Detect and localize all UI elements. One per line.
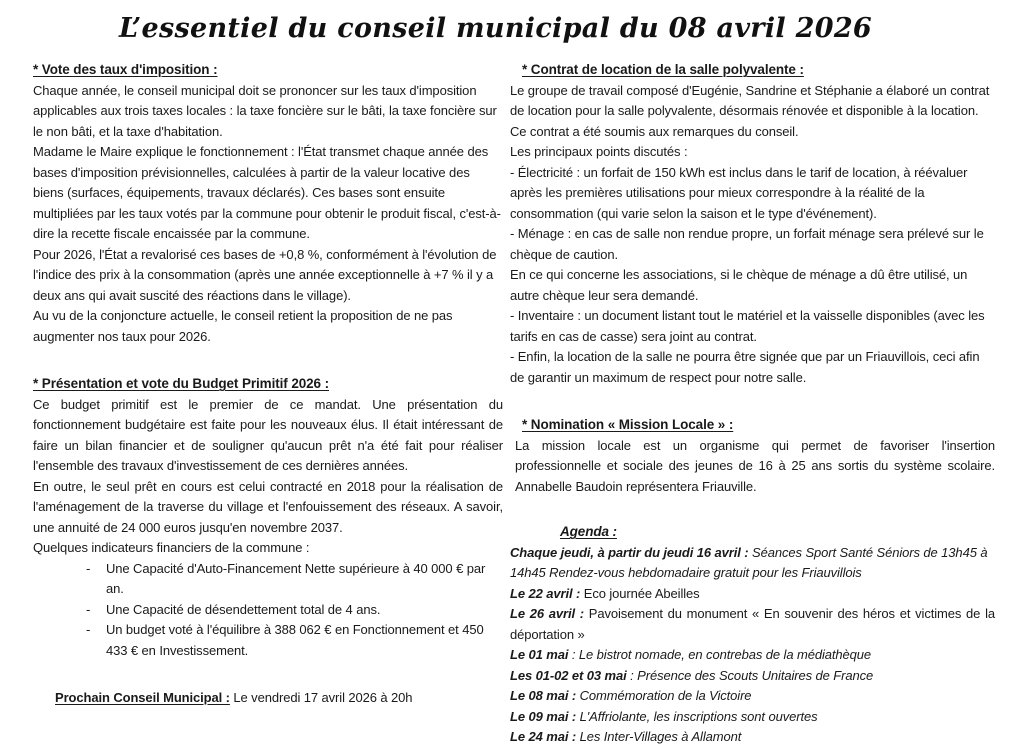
rental-point-associations: En ce qui concerne les associations, si le chèque de ménage a dû être utilisé, un autre chèque leur sera demandé. xyxy=(510,267,968,303)
list-item xyxy=(33,600,503,621)
budget-heading xyxy=(33,374,503,395)
rental-point-menage: - Ménage : en cas de salle non rendue propre, un forfait ménage sera prélevé sur le chèque de caution. xyxy=(510,226,984,262)
taxes-paragraph-2: Madame le Maire explique le fonctionnement : l'État transmet chaque année des bases d'imposition prévisionnelles, calculées à partir de la valeur locative des biens (surfaces, équipements, travaux déclarés). Ces bases sont ensuite multipliées par les taux votés par la commune pour obtenir le produit fiscal, c'est-à-dire la recette fiscale encaissée par la commune. xyxy=(33,144,501,241)
section-contrat-location xyxy=(510,60,995,388)
rental-paragraph-1: Le groupe de travail composé d'Eugénie, Sandrine et Stéphanie a élaboré un contrat de location pour la salle polyvalente, désormais rénovée et disponible à la location. Ce contrat a été soumis aux remarques du conseil. xyxy=(510,82,990,139)
budget-heading-text: * Présentation et vote du Budget Primitif 2026 : xyxy=(33,376,330,391)
left-column xyxy=(33,60,503,709)
two-column-layout xyxy=(33,60,998,748)
contrat-heading-text: * Contrat de location de la salle polyvalente : xyxy=(522,62,804,77)
agenda-item-text: Pavoisement du monument « En souvenir des héros et victimes de la déportation » xyxy=(510,606,995,642)
agenda-item-text: : Le bistrot nomade, en contrebas de la médiathèque xyxy=(568,647,872,662)
mission-heading-text: * Nomination « Mission Locale » : xyxy=(522,417,734,432)
list-item-text: Une Capacité d'Auto-Financement Nette supérieure à 40 000 € par an. xyxy=(106,560,486,596)
agenda-item-text: Les Inter-Villages à Allamont xyxy=(576,729,742,744)
agenda-item-date: Le 26 avril : xyxy=(510,606,585,621)
list-item xyxy=(33,559,503,600)
agenda-item xyxy=(510,584,995,605)
agenda-item xyxy=(510,645,995,666)
agenda-item xyxy=(510,727,995,748)
vote-taux-heading-text: * Vote des taux d'imposition : xyxy=(33,62,218,77)
agenda-item-text: Commémoration de la Victoire xyxy=(576,688,752,703)
section-budget xyxy=(33,374,503,661)
section-vote-taux xyxy=(33,60,503,347)
next-council-text: Le vendredi 17 avril 2026 à 20h xyxy=(229,690,413,705)
agenda-item-date: Le 08 mai : xyxy=(510,688,577,703)
agenda-item xyxy=(510,604,995,645)
bullet-dash: - xyxy=(86,622,91,637)
page-title: L’essentiel du conseil municipal du 08 avril 2026 xyxy=(118,13,872,44)
budget-paragraph-1: Ce budget primitif est le premier de ce mandat. Une présentation du fonctionnement budgétaire est faite pour les nouveaux élus. Il était intéressant de faire un bilan financier et de souligner qu'aucun prêt n'a été fait pour réaliser l'ensemble des travaux d'investissement de ces dernières années. xyxy=(33,396,503,473)
vote-taux-heading xyxy=(33,60,503,81)
agenda-item-date: Chaque jeudi, à partir du jeudi 16 avril : xyxy=(510,544,749,560)
agenda-item-text: : Présence des Scouts Unitaires de France xyxy=(626,667,874,683)
agenda-item-date: Le 09 mai : xyxy=(510,708,577,724)
contrat-heading xyxy=(522,60,995,81)
mission-paragraph: La mission locale est un organisme qui permet de favoriser l'insertion professionnelle et sociale des jeunes de 16 à 25 ans sortis du système scolaire. Annabelle Baudoin représentera Friauville. xyxy=(515,437,995,494)
taxes-paragraph-3: Pour 2026, l'État a revalorisé ces bases de +0,8 %, conformément à l'évolution de l'indice des prix à la consommation (après une année exceptionnelle à +7 % il y a deux ans qui avait suscité des réactions dans le village). xyxy=(33,246,497,303)
rental-point-inventaire: - Inventaire : un document listant tout le matériel et la vaisselle disponibles (avec les tarifs en cas de casse) sera joint au contrat. xyxy=(510,308,985,344)
rental-paragraph-2: Les principaux points discutés : xyxy=(510,144,688,159)
rental-point-signature: - Enfin, la location de la salle ne pourra être signée que par un Friauvillois, ceci afin de garantir un maximum de respect pour notre salle. xyxy=(510,349,980,385)
agenda-item-date: Le 22 avril : xyxy=(510,585,581,601)
taxes-paragraph-1: Chaque année, le conseil municipal doit se prononcer sur les taux d'imposition applicables aux trois taxes locales : la taxe foncière sur le bâti, la taxe foncière sur le non bâti, et la taxe d'habitation. xyxy=(33,82,497,139)
budget-paragraph-2: En outre, le seul prêt en cours est celui contracté en 2018 pour la réalisation de l'aménagement de la traverse du village et l'enfouissement des réseaux. A savoir, une annuité de 24 000 euros jusqu'en novembre 2037. xyxy=(33,478,503,535)
right-column xyxy=(510,60,995,748)
bullet-dash: - xyxy=(86,560,91,576)
section-agenda xyxy=(510,522,995,748)
indicators-list xyxy=(33,559,503,662)
agenda-item-text: Séances Sport Santé Séniors de 13h45 à 14h45 Rendez-vous hebdomadaire gratuit pour les Friauvillois xyxy=(510,544,988,580)
agenda-item-text: L'Affriolante, les inscriptions sont ouvertes xyxy=(576,708,818,724)
indicators-intro: Quelques indicateurs financiers de la commune : xyxy=(33,540,310,555)
section-mission-locale xyxy=(510,415,995,497)
taxes-paragraph-4: Au vu de la conjoncture actuelle, le conseil retient la proposition de ne pas augmenter nos taux pour 2026. xyxy=(33,308,453,344)
agenda-item-text: Eco journée Abeilles xyxy=(580,585,700,601)
rental-point-electricite: - Électricité : un forfait de 150 kWh est inclus dans le tarif de location, à réévaluer après les premières utilisations pour mieux correspondre à la réalité de la consommation (qui varie selon la saison et le type d'événement). xyxy=(510,164,968,221)
agenda-item-date: Le 01 mai xyxy=(510,647,569,662)
agenda-item xyxy=(510,686,995,707)
agenda-item-date: Les 01-02 et 03 mai xyxy=(510,667,627,683)
list-item-text: Une Capacité de désendettement total de 4 ans. xyxy=(106,601,381,617)
agenda-item xyxy=(510,707,995,728)
mission-heading xyxy=(522,415,995,436)
next-council-line xyxy=(55,688,503,709)
agenda-item-date: Le 24 mai : xyxy=(510,729,577,744)
next-council-label: Prochain Conseil Municipal : xyxy=(55,690,230,705)
bullet-dash: - xyxy=(86,601,91,617)
agenda-item xyxy=(510,666,995,687)
list-item-text: Un budget voté à l'équilibre à 388 062 € en Fonctionnement et 450 433 € en Investissement. xyxy=(106,622,484,658)
agenda-heading xyxy=(560,522,995,543)
agenda-heading-text: Agenda : xyxy=(560,524,617,539)
agenda-item xyxy=(510,543,995,584)
list-item xyxy=(33,620,503,661)
